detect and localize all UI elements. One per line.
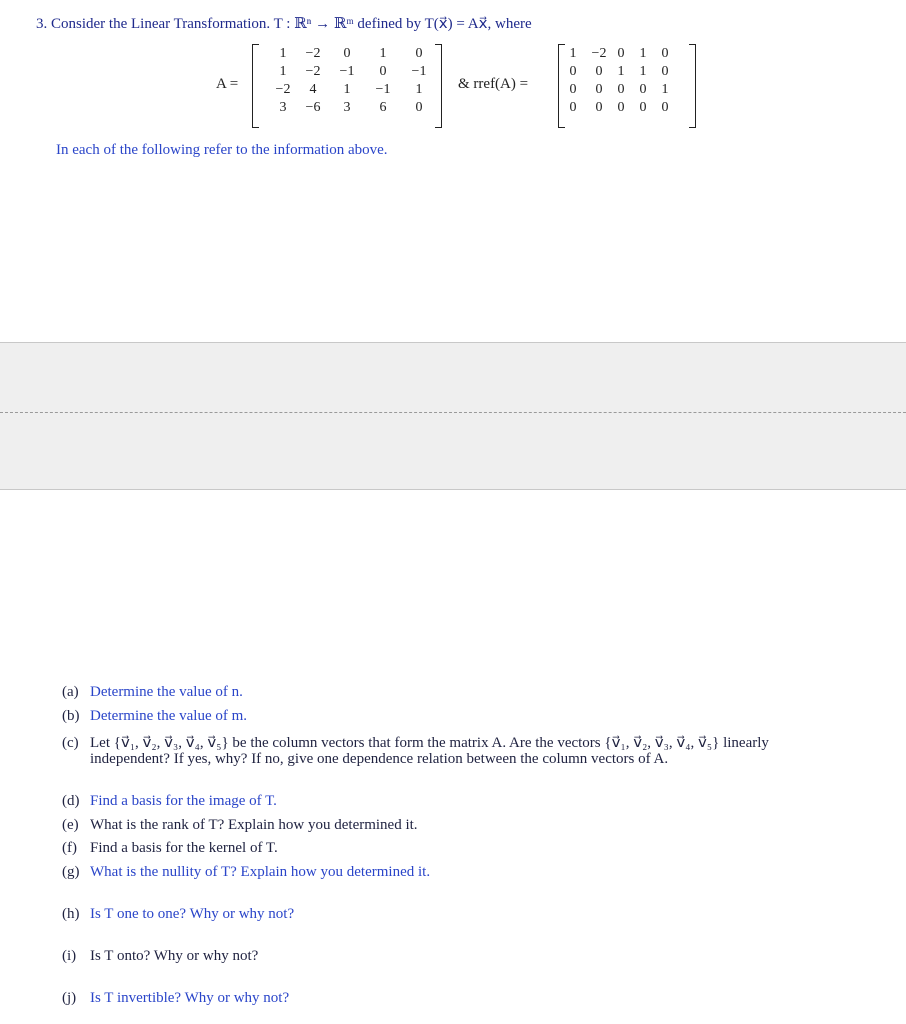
matrix-a: [252, 44, 442, 128]
matrix-rref-cell: 0: [661, 64, 669, 79]
answer-divider: [0, 412, 906, 413]
matrix-a-cell: 1: [415, 82, 423, 97]
matrix-a-cell: −1: [411, 64, 427, 79]
question-g: (g) What is the nullity of T? Explain how you determined it.: [62, 864, 431, 880]
statement-prefix: Consider the Linear Transformation.: [51, 16, 271, 32]
matrix-rref-cell: 0: [639, 82, 647, 97]
instruction-text: In each of the following refer to the information above.: [56, 142, 388, 158]
matrix-a-cell: −2: [305, 46, 321, 61]
matrix-rref-cell: 0: [661, 100, 669, 115]
question-c: (c) Let {v⃗₁, v⃗₂, v⃗₃, v⃗₄, v⃗₅} be the column vectors that form the matrix A. Are the vectors {v⃗₁, v⃗₂, v⃗₃, v⃗₄, v⃗₅} linearly: [62, 735, 769, 751]
question-e: (e) What is the rank of T? Explain how you determined it.: [62, 817, 418, 833]
question-c-continued: independent? If yes, why? If no, give one dependence relation between the column vectors of A.: [90, 751, 669, 767]
problem-statement: [36, 14, 532, 33]
matrix-rref-cell: −2: [591, 46, 607, 61]
matrix-a-cell: 1: [379, 46, 387, 61]
question-f: (f) Find a basis for the kernel of T.: [62, 840, 278, 856]
matrix-rref-cell: 0: [595, 100, 603, 115]
question-a: (a) Determine the value of n.: [62, 684, 243, 700]
matrix-rref-cell: 0: [569, 64, 577, 79]
matrix-rref-cell: 0: [617, 46, 625, 61]
matrix-a-cell: −6: [305, 100, 321, 115]
matrix-rref-cell: 1: [569, 46, 577, 61]
matrix-a-label: A =: [216, 76, 239, 92]
matrix-rref-cell: 0: [595, 64, 603, 79]
matrix-a-cell: −1: [339, 64, 355, 79]
matrix-rref-cell: 0: [617, 100, 625, 115]
matrix-a-right-bracket: [435, 44, 442, 128]
answer-area[interactable]: [0, 342, 906, 490]
matrix-rref-right-bracket: [689, 44, 696, 128]
matrix-rref-cell: 1: [639, 46, 647, 61]
matrix-rref-cell: 1: [639, 64, 647, 79]
matrix-a-cell: 0: [415, 46, 423, 61]
matrix-a-cell: 6: [379, 100, 387, 115]
matrix-rref-cell: 0: [661, 46, 669, 61]
matrix-a-cell: 1: [343, 82, 351, 97]
statement-math: T : ℝⁿ → ℝᵐ defined by T(x⃗) = Ax⃗, where: [273, 16, 532, 32]
question-i: (i) Is T onto? Why or why not?: [62, 948, 259, 964]
question-b: (b) Determine the value of m.: [62, 708, 248, 724]
matrix-a-cell: 0: [343, 46, 351, 61]
matrix-a-cell: 0: [379, 64, 387, 79]
matrix-rref: [558, 44, 696, 128]
matrix-rref-cell: 0: [569, 100, 577, 115]
rref-label: & rref(A) =: [458, 76, 529, 92]
matrix-a-cell: 1: [279, 64, 287, 79]
matrix-area: [0, 40, 906, 130]
matrix-a-cell: 3: [279, 100, 287, 115]
question-d: (d) Find a basis for the image of T.: [62, 793, 277, 809]
matrix-a-cell: 1: [279, 46, 287, 61]
matrix-a-left-bracket: [252, 44, 259, 128]
matrix-rref-cell: 1: [617, 64, 625, 79]
matrix-rref-cell: 0: [617, 82, 625, 97]
matrix-a-cell: 3: [343, 100, 351, 115]
question-j: (j) Is T invertible? Why or why not?: [62, 990, 290, 1006]
problem-number: 3.: [36, 16, 48, 32]
matrix-rref-cell: 0: [639, 100, 647, 115]
matrix-a-cell: −2: [305, 64, 321, 79]
matrix-a-cell: 4: [309, 82, 317, 97]
matrix-a-cell: −1: [375, 82, 391, 97]
matrix-rref-cell: 0: [569, 82, 577, 97]
matrix-a-cell: −2: [275, 82, 291, 97]
question-h: (h) Is T one to one? Why or why not?: [62, 906, 295, 922]
matrix-a-cell: 0: [415, 100, 423, 115]
matrix-rref-cell: 0: [595, 82, 603, 97]
matrix-rref-cell: 1: [661, 82, 669, 97]
